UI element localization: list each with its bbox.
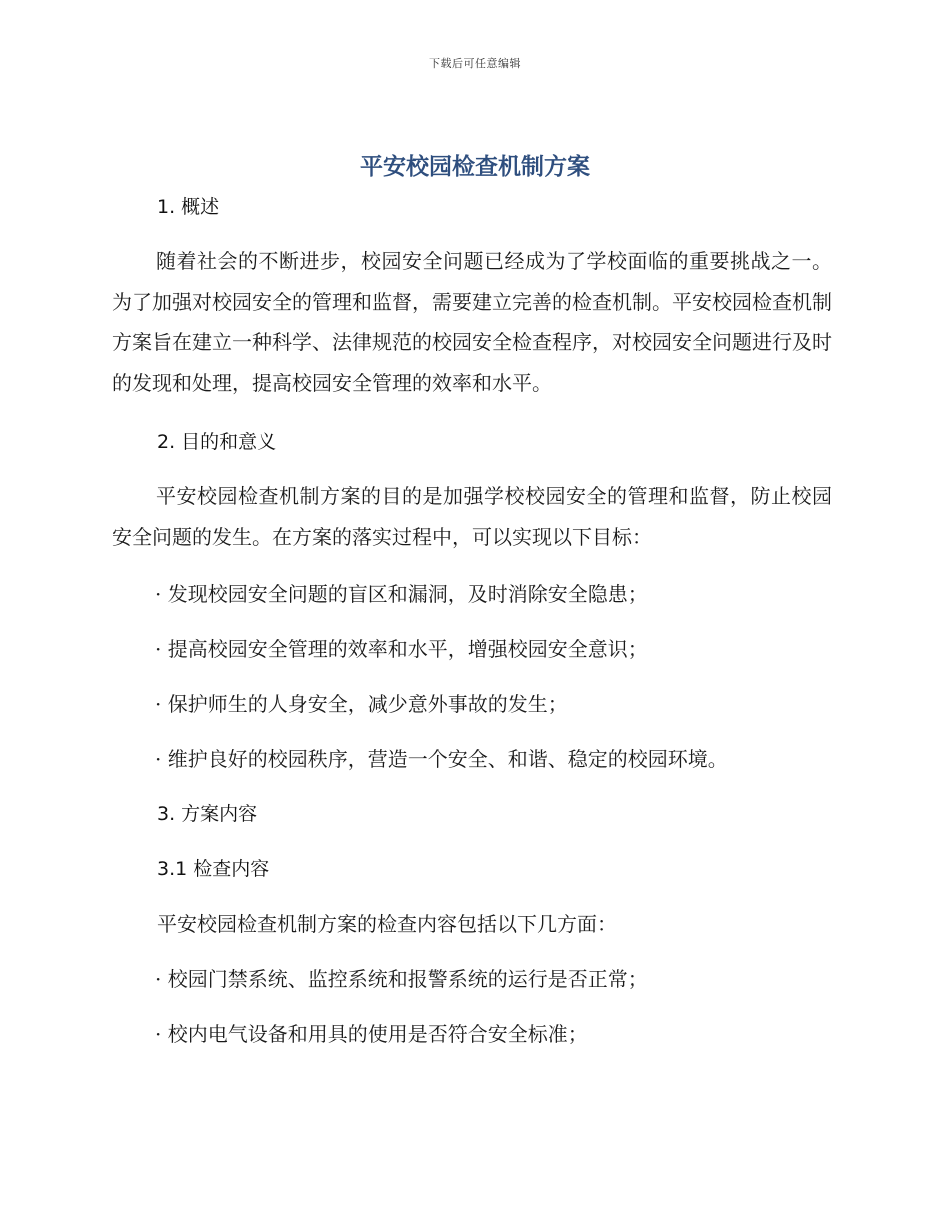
list-item: · 保护师生的人身安全，减少意外事故的发生； [155, 692, 568, 716]
list-item: · 维护良好的校园秩序，营造一个安全、和谐、稳定的校园环境。 [155, 747, 728, 771]
paragraph-purpose: 平安校园检查机制方案的目的是加强学校校园安全的管理和监督，防止校园安全问题的发生。在方案的落实过程中，可以实现以下目标： [112, 484, 832, 549]
section-heading-overview: 1. 概述 [157, 196, 220, 218]
list-item: · 校内电气设备和用具的使用是否符合安全标准； [155, 1022, 588, 1046]
section-heading-content: 3. 方案内容 [157, 803, 258, 825]
page-header-note: 下载后可任意编辑 [429, 57, 521, 70]
paragraph-check-intro: 平安校园检查机制方案的检查内容包括以下几方面： [157, 912, 617, 936]
list-item: · 提高校园安全管理的效率和水平，增强校园安全意识； [155, 637, 648, 661]
list-item: · 校园门禁系统、监控系统和报警系统的运行是否正常； [155, 967, 648, 991]
section-heading-purpose: 2. 目的和意义 [157, 431, 277, 453]
list-item: · 发现校园安全问题的盲区和漏洞，及时消除安全隐患； [155, 582, 648, 606]
paragraph-overview: 随着社会的不断进步，校园安全问题已经成为了学校面临的重要挑战之一。为了加强对校园安全的管理和监督，需要建立完善的检查机制。平安校园检查机制方案旨在建立一种科学、法律规范的校园安全检查程序，对校园安全问题进行及时的发现和处理，提高校园安全管理的效率和水平。 [112, 249, 832, 395]
document-title: 平安校园检查机制方案 [360, 154, 590, 180]
subsection-heading-check-content: 3.1 检查内容 [157, 858, 270, 880]
